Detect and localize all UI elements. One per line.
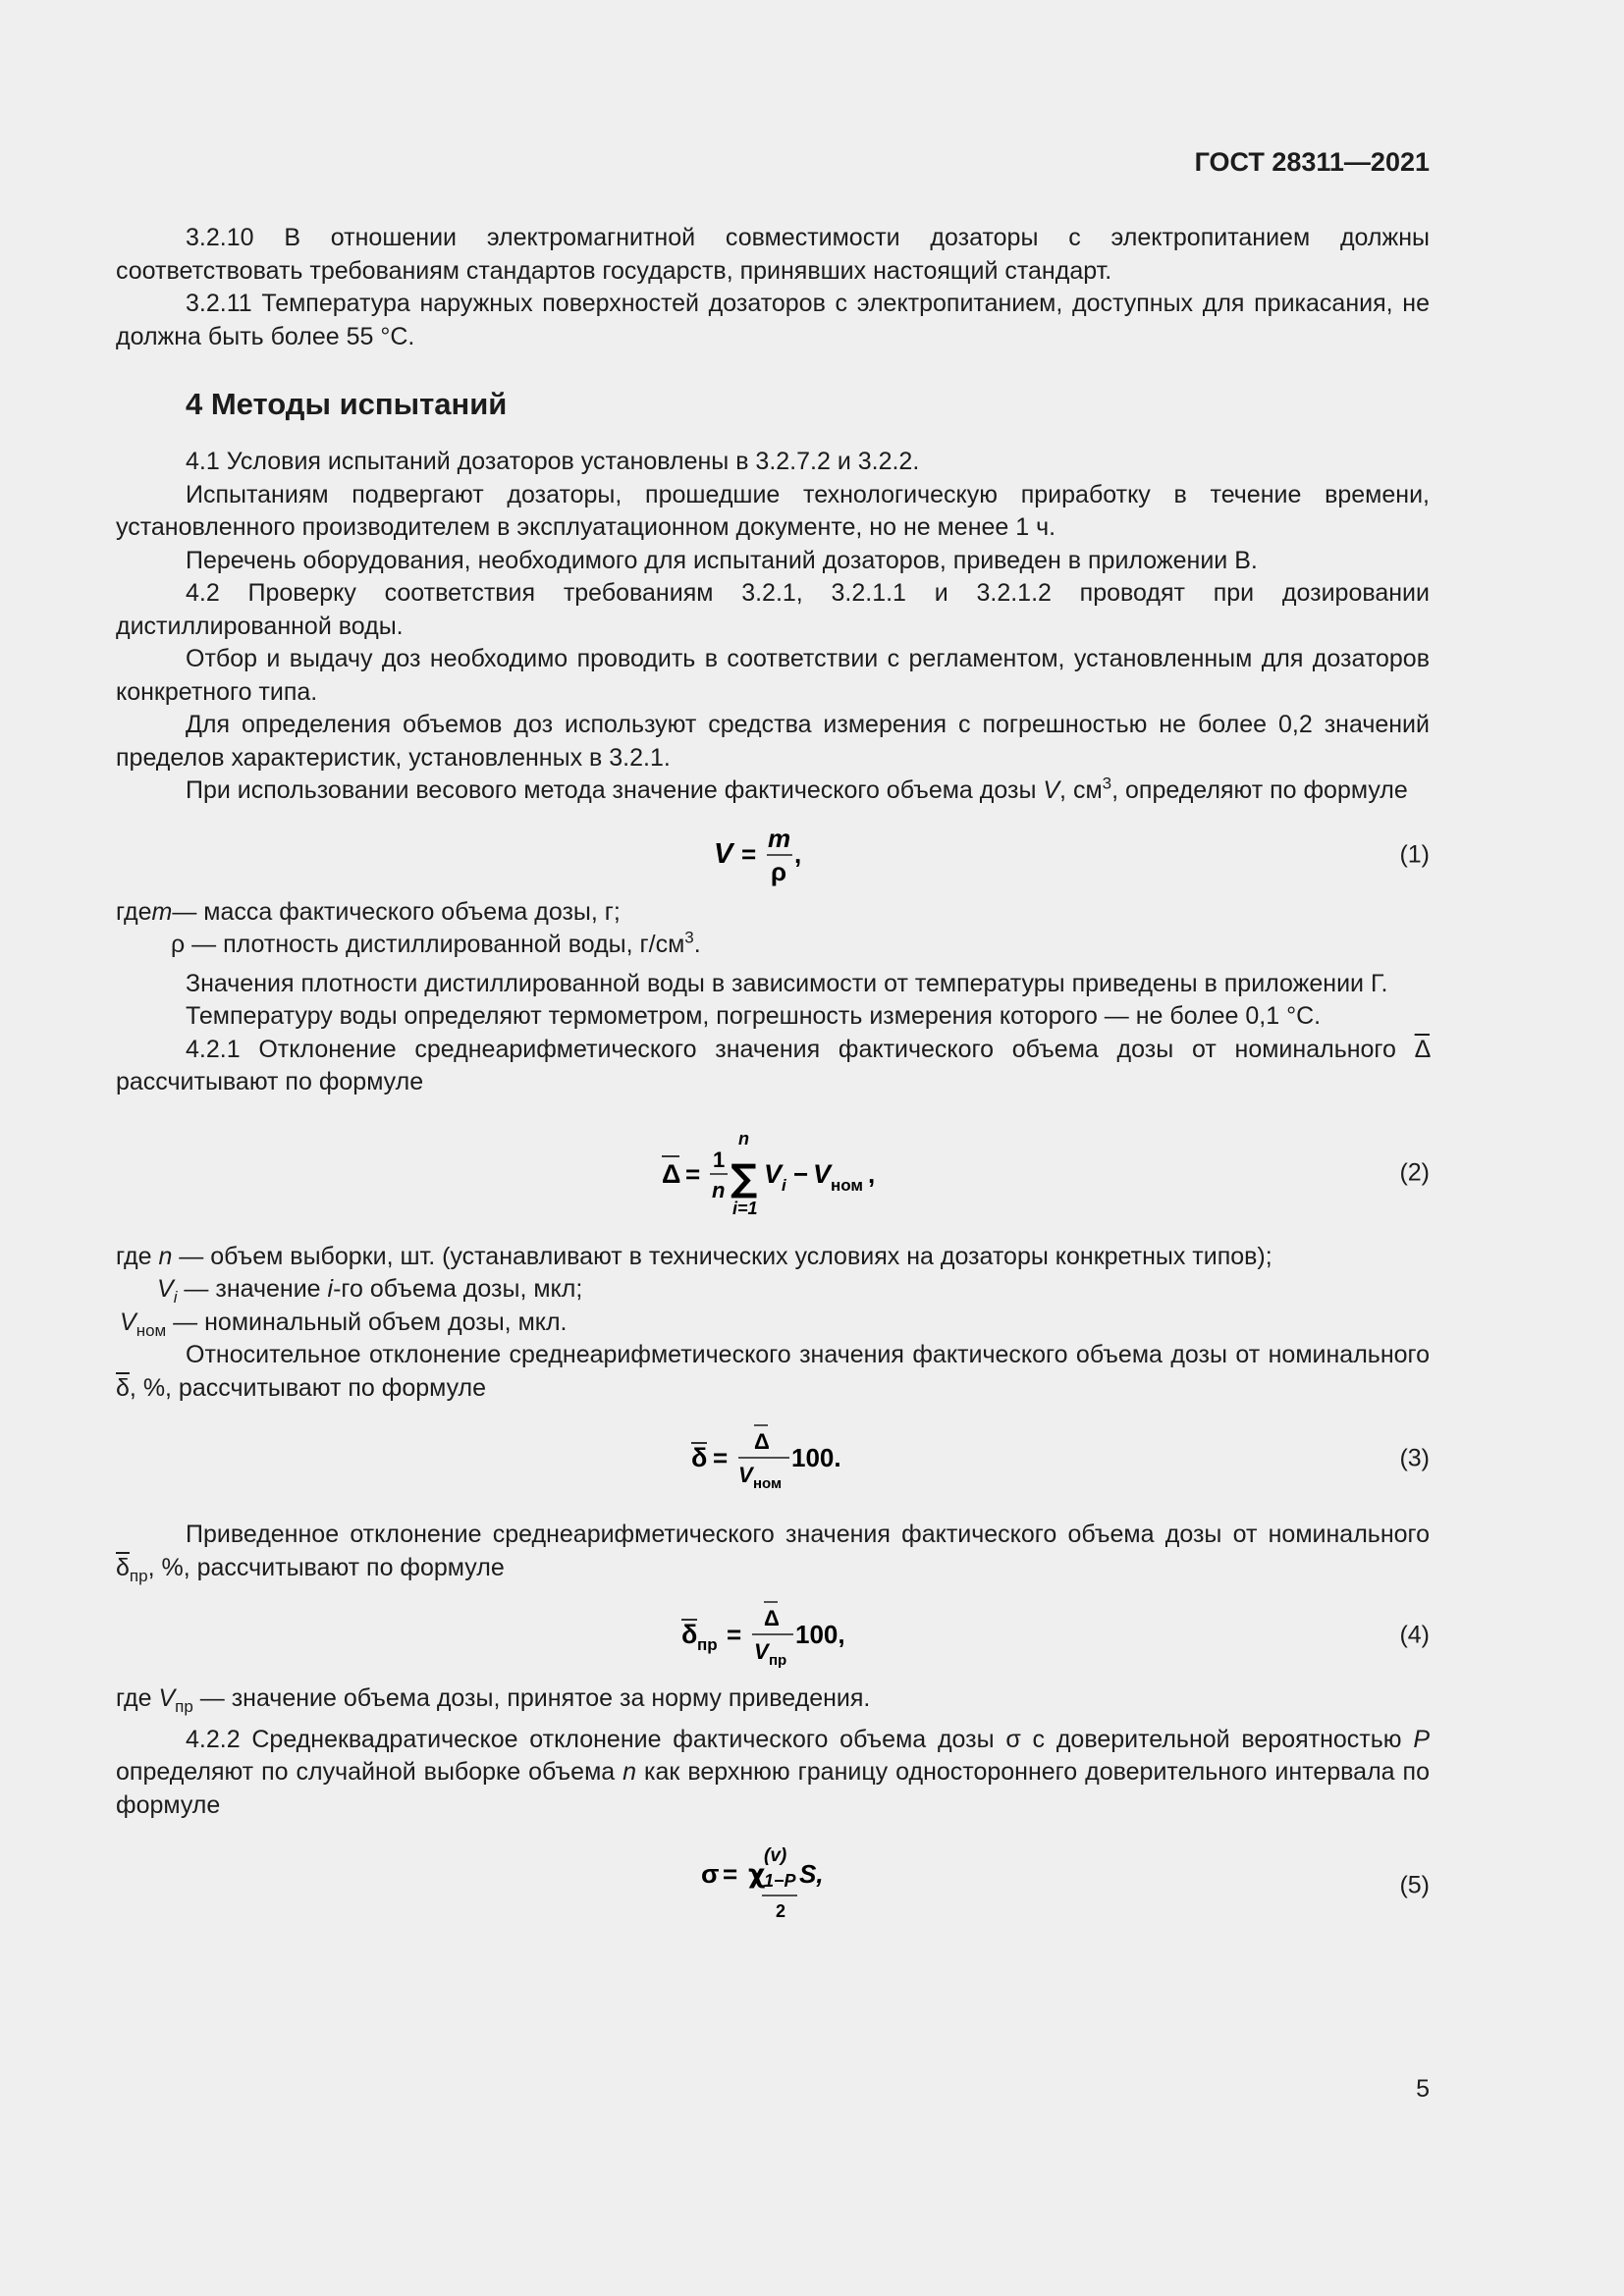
- where-vpr: где $V_{пр}$ — значение объема дозы, принятое за норму приведения.: [116, 1684, 871, 1716]
- formula-5-number: (5): [1399, 1871, 1430, 1899]
- where-vi: $V_i$ — значение i-го объема дозы, мкл;: [157, 1275, 583, 1307]
- f4-tail: 100,: [795, 1620, 845, 1649]
- f2-vnom-sub: ном: [831, 1175, 864, 1195]
- f4-eq: =: [727, 1620, 742, 1649]
- formula-3: [116, 1405, 1430, 1513]
- f3-den-sub: ном: [753, 1475, 783, 1492]
- f3-tail: 100.: [791, 1443, 841, 1472]
- f2-vnom: V: [813, 1158, 832, 1189]
- f3-numerator: Δ: [754, 1429, 770, 1454]
- f1-numerator: m: [768, 823, 791, 853]
- f1-denominator: ρ: [771, 856, 787, 886]
- f1-eq: =: [741, 838, 757, 869]
- f2-one: 1: [713, 1147, 726, 1172]
- formula-1: [116, 808, 1430, 902]
- formula-2-svg: [660, 1124, 886, 1222]
- paragraph-reduced-deviation: Приведенное отклонение среднеарифметического значения фактического объема дозы от номинального $\overline{\delta}_{пр}$, %, рассчитывают по формуле: [116, 1521, 1430, 1585]
- paragraph-density: Значения плотности дистиллированной воды в зависимости от температуры приведены в приложении Г.: [186, 969, 1388, 997]
- f2-vi-sub: i: [782, 1175, 786, 1195]
- formula-5: [116, 1822, 1430, 1949]
- formula-4-svg: [679, 1596, 866, 1675]
- formula-4: [116, 1584, 1430, 1686]
- formula-5-svg: [699, 1842, 846, 1930]
- where-n: где n — объем выборки, шт. (устанавливают в технических условиях на дозаторы конкретных типов);: [116, 1242, 1272, 1270]
- where-vnom: $V_{ном}$ — номинальный объем дозы, мкл.: [120, 1308, 568, 1340]
- f5-eq: =: [723, 1859, 738, 1889]
- f5-sub-num: 1−P: [764, 1871, 796, 1891]
- paragraph-sampling: Отбор и выдачу доз необходимо проводить в соответствии с регламентом, установленным для дозаторов конкретного типа.: [116, 645, 1430, 706]
- paragraph-relative-deviation: Относительное отклонение среднеарифметического значения фактического объема дозы от номинального $\overline{\delta}$, %, рассчитывают по формуле: [116, 1341, 1430, 1402]
- f2-minus: −: [793, 1158, 809, 1189]
- f2-n: n: [712, 1177, 726, 1202]
- f4-den-sub: пр: [769, 1652, 787, 1669]
- f5-chi: χ: [748, 1859, 766, 1890]
- f4-den: V: [754, 1639, 769, 1664]
- f5-tail: S,: [799, 1859, 824, 1889]
- formula-3-number: (3): [1399, 1444, 1430, 1472]
- document-page: [116, 0, 1430, 2296]
- f3-lhs: δ: [691, 1443, 708, 1472]
- formula-4-number: (4): [1399, 1621, 1430, 1649]
- f2-sigma: ∑: [731, 1155, 758, 1200]
- paragraph-temperature: Температуру воды определяют термометром, погрешность измерения которого — не более 0,1 °С.: [186, 1002, 1322, 1030]
- f4-lhs: δ: [681, 1620, 698, 1649]
- f4-numerator: Δ: [764, 1606, 780, 1630]
- f5-sup: (v): [764, 1845, 787, 1866]
- page-number: 5: [1416, 2075, 1430, 2103]
- f1-lhs: V: [714, 837, 733, 870]
- f5-lhs: σ: [701, 1859, 720, 1889]
- paragraph-4-1: 4.1 Условия испытаний дозаторов установлены в 3.2.7.2 и 3.2.2.: [186, 448, 920, 475]
- paragraph-run-in: Испытаниям подвергают дозаторы, прошедшие технологическую приработку в течение времени, установленного производителем в эксплуатационном документе, но не менее 1 ч.: [116, 480, 1430, 541]
- f4-lhs-sub: пр: [697, 1635, 718, 1654]
- paragraph-4-2: 4.2 Проверку соответствия требованиям 3.2.1, 3.2.1.1 и 3.2.1.2 проводят при дозировании дистиллированной воды.: [116, 579, 1430, 640]
- f2-tail: ,: [868, 1158, 876, 1189]
- formula-2: [116, 1099, 1430, 1247]
- f2-sum-top: n: [738, 1128, 749, 1148]
- where-rho: ρ — плотность дистиллированной воды, $г/см^3$.: [171, 928, 701, 958]
- f2-sum-bottom: i=1: [732, 1198, 758, 1218]
- f1-tail: ,: [794, 838, 802, 869]
- paragraph-4-2-1: 4.2.1 Отклонение среднеарифметического значения фактического объема дозы от номинального $\overline{\Delta}$ рассчитывают по формуле: [116, 1035, 1430, 1095]
- f2-lhs: Δ: [662, 1158, 681, 1189]
- formula-3-svg: [689, 1419, 856, 1498]
- paragraph-measurement: Для определения объемов доз используют средства измерения с погрешностью не более 0,2 значений пределов характеристик, установленных в 3.2.1.: [116, 711, 1430, 772]
- section-title: 4 Методы испытаний: [186, 387, 508, 421]
- paragraph-weight-method: При использовании весового метода значение фактического объема дозы V, $см^3$, определяют по формуле: [186, 774, 1408, 804]
- document-header: ГОСТ 28311—2021: [1194, 147, 1430, 177]
- document-body: [116, 222, 1430, 1949]
- f5-sub-den: 2: [776, 1901, 786, 1921]
- paragraph-4-2-2: 4.2.2 Среднеквадратическое отклонение фактического объема дозы σ с доверительной вероятностью P определяют по случайной выборке объема n как верхнюю границу одностороннего доверительного интервала по формуле: [116, 1725, 1430, 1819]
- f3-eq: =: [713, 1443, 729, 1472]
- formula-1-number: (1): [1399, 839, 1430, 868]
- paragraph-3-2-10: 3.2.10 В отношении электромагнитной совместимости дозаторы с электропитанием должны соответствовать требованиям стандартов государств, принявших настоящий стандарт.: [116, 224, 1430, 285]
- f2-eq: =: [685, 1158, 701, 1189]
- f3-den: V: [738, 1463, 753, 1487]
- formula-1-svg: [714, 816, 832, 894]
- where-m: где m — масса фактического объема дозы, г;: [116, 897, 621, 926]
- formula-2-number: (2): [1399, 1157, 1430, 1186]
- paragraph-equipment: Перечень оборудования, необходимого для испытаний дозаторов, приведен в приложении В.: [186, 546, 1258, 574]
- paragraph-3-2-11: 3.2.11 Температура наружных поверхностей дозаторов с электропитанием, доступных для прикасания, не должна быть более 55 °С.: [116, 290, 1430, 350]
- f2-vi: V: [764, 1158, 783, 1189]
